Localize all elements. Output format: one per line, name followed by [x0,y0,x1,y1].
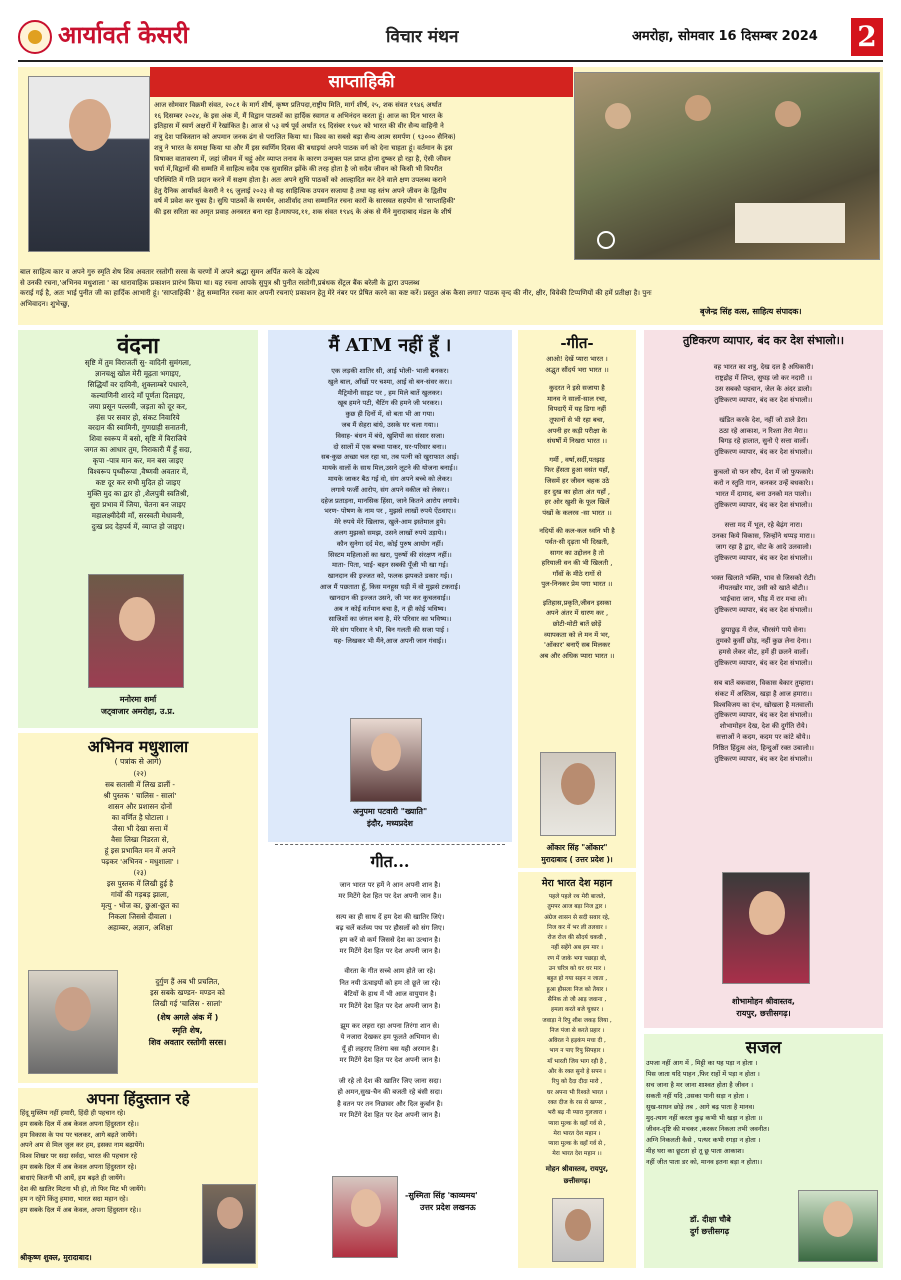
author-photo-tushti [722,872,810,984]
author-photo-madhushala [28,970,118,1074]
atm-author-name: अनुपमा पटवारी "ख्याति" [352,807,428,816]
madhushala-subtitle: ( पत्रांक से आगे) [114,757,162,766]
atm-title: मैं ATM नहीं हूँ । [328,335,452,356]
sajal-author-name: डॉ. दीक्षा चौबे [690,1215,731,1224]
mahan-poem: पहले पहले रथ मेरी बाजते, तुमपर आज बड़ा निज द्वार । अंग्रेज शासन से सदी सवार रहे, निज कर में भर ली तलवार । रोज रोज की सौदर्य चकवी , नहीं सहेंगे अब हम मार । रण में जाके भगा पछाड़ा वो, उन चरित्र को धर धर मार । बहुत हो गया सहन न जाता , हुआ हौसला निज को तैयार । सैनिक तो जौ आड़ जवाना , हमला करते बजे चुकार । जवाड़ा ने रिपु शीश जकड़ लिया , निज पंजा से करते प्रहार । अविरल ने हड़कंप मचा दी , भाग न पाए रिपु सिपहार । माँ भारती जिय भाग रही है , और के रक्त सुनो हे सपन । रिपु को दैदा दीदा मारो , घर अपना भी रिश्वते भारत । रक्त दीज के रस से खप्पर , भरी बढ़ नी प्यारा गुलजारा । प्यारा मुल्क के वहाँ गर्व से , मेरा भारत देश महान । प्यारा मुल्क के वहाँ गर्व से , मेरा भारत देश महान ।। [542,894,612,1158]
tushti-author-place: रायपुर, छत्तीसगढ़। [736,1009,791,1018]
hindustan-author: श्रीकृष्ण शुक्ल, मुरादाबाद। [20,1253,92,1262]
banner-body-bottom: बाल साहित्य कार व अपने गुरु स्मृति शेष शिव अवतार रस्तोगी सरस के चरणों में अपने श्रद्धा सुमन अर्पित करने के उद्देश्य से उनकी रचना,'अभिनव मधुशाला ' का धारावाहिक प्रकाशन प्रारंभ किया था। यह रचना आपके सुपुत्र श्री पुनीत रस्तोगी,प्रबंधक सेंट्रल बैंक बरेली के द्वारा उपलब्ध कराई गई है, अतः भाई पुनीत जी का हार्दिक आभारी हूं। 'साप्ताहिकी ' हेतु सम्मानित रचना कार अपनी रचनाएं प्रकाशन हेतु मेरे नंबर पर प्रेषित करने का कष्ट करें। प्रस्तुत अंक कैसा लगा? पाठक वृन्द की नीर, क्षीर, विवेकी टिप्पणियों की हमें प्रतीक्षा है। पुनः अभिवादन। शुभेच्छु, [20,268,652,308]
page-number: 2 [851,18,883,56]
banner-body-top: आज सोमवार विक्रमी संवत, २०८१ के मार्ग शीर्ष, कृष्ण प्रतिपदा,राष्ट्रीय मिति, मार्ग शीर्ष, २५, शक संवत १९४६ अर्थात १६ दिसम्बर २०२४, के इस अंक में, मैं विद्वान पाठकों का हार्दिक स्वागत व अभिनंदन करता हूं। आज का दिन भारत के इतिहास में स्वर्ण अक्षरों में रेखांकित है। आज से ५३ वर्ष पूर्व अर्थात १६ दिसंबर १९७१ को भारत की वीर सैन्य वाहिनी ने शत्रु देश पाकिस्तान को अपमान जनक ढंग से पराजित किया था। विश्व का सबसे बड़ा सैन्य आत्म समर्पण ( ९३००० सैनिक) शत्रु ने भारत के समक्ष किया था और मैं इस स्वर्णिम दिवस की बधाइयां अपने पाठक वर्ग को देना चाहता हूं। वर्तमान के इस विषाक्त वातावरण में, जहां जीवन में चहुं ओर व्याप्त तनाव के कारण उन्मुक्त पल प्राप्त होना दुष्कर हो रहा है, ऐसी जीवन चर्या में,विद्वानों की सम्मति में साहित्य सदैव एक सुवासित झोंके की तरह होता है जो सदैव जीवन को किसी भी विपरीत परिस्थिति में गति प्रदान करने में सक्षम होता है। अतः अपने सुधि पाठकों को आल्हादित कर देने वाले क्षण उपलब्ध कराने हेतु दैनिक आर्यावर्त केसरी ने १६ जुलाई २०२३ से यह साहित्यिक उपवन सजाया है तथा यह स्तंभ अपने जीवन के द्वितीय वर्ष में प्रवेश कर चुका है। सुधि पाठकों के समर्थन, आशीर्वाद तथा सम्मानित रचना कारों के सारस्वत सहयोग से 'साप्ताहिकी' की इस सरिता का अमृत प्रवाह अनवरत बना रहा है।माघपद,११, शक संवत १९४६ के अंक से मैंने मुरादाबाद मंडल के शीर्ष [154,101,456,217]
mahan-author-name: मोहन श्रीवास्तव, रायपुर, [545,1165,609,1173]
geet2-poem: आओ! देखें प्यारा भारत । अद्भुत सौंदर्य भरा भारत ।। कुदरत ने इसे सजाया है मानव ने सालों-साल रचा, विपदाएँ में यह डिगा नहीं तूफानों से भी रहा बचा, अपनी हर कड़ी परीक्षा के संघर्षों में निखरा भारत ।। गर्मी , वर्षा,सर्दी,पतझड़ फिर हँसता हुआ वसंत यहाँ, जिसमें हर जीवन चहक उठे हर दुख का होता अंत यहाँ , हर ओर खुशी के फूल खिलें पंखों के कलरव -सा भारत ।। नदियों की कल-कल ध्वनि भी है पर्वत-सी दृढ़ता भी दिखती, सागर का उद्दोलन है तो हरियाली वन की भी खिलती , गाँवों के मीठे रागों से पुल-निनकर प्रेम पगा भारत ।। इतिहास,प्रकृति,जीवन इसका अपने अंतर में धारण कर , छोटी-मोटी बातें छोड़ें व्यापकता को ले मन में भर, 'ओंकार' बनाएँ सब मिलकर अब और अधिक प्यारा भारत ।। [539,355,615,660]
author-photo-atm [350,718,422,802]
masthead-logo [18,20,52,54]
dateline: अमरोहा, सोमवार 16 दिसम्बर 2024 [632,29,818,44]
banner-signature: बृजेन्द्र सिंह वत्स, साहित्य संपादक। [700,307,802,316]
hindustan-title: अपना हिंदुस्तान रहे [86,1090,190,1108]
geet2-title: -गीत- [560,334,594,352]
madhushala-title: अभिनव मधुशाला [87,737,189,756]
tushti-author-name: शोभामोहन श्रीवास्तव, [732,997,795,1006]
madhushala-poem-tail: दुर्गुण हैं अब भी प्रचलित, इस सबके खण्डन- मण्डन को लिखी गई 'चालिस - सालां' [150,977,225,1008]
sajal-poem: उपजा नहीं आग में , मिट्टी का यह पड़ा न होता । पिस जाता यदि पाहन ,फिर राहों में पड़ा न होता । सच जाना है मर जाना शाश्वत होता है जीवन । सकती नहीं यदि ,उसका पानी सड़ा न होता । सुख-साधन छोड़े तब , आगे बढ़ पाता है मानव। मुद-त्याग नहीं करता कुढ़ कभी भी खड़ा न होता ।। जीवन-दृष्टि की मचकर ,करकर निकला तभी जवनीत। अग्नि निकलती कैसे , पत्थर कभी रगड़ा न होता । मीह घरा का छूटता हो तू छू पाता आकाश। नहीं जीत पाता डर को, मानव इतना बड़ा न होता।। [646,1059,770,1166]
vandana-poem: सृष्टि में तुम विराजतीं सु- वादिनी सुमंगला, ज्ञानचक्षु खोल मेरी मूढ़ता भगाइए, सिद्धियाँ वर दायिनी, शुक्लाम्बरे पधारने, कल्याणिनी शारदे माँ पूर्णता दिलाइए, जया प्रसून पल्लवी, जड़ता को दूर कर, हंस पर सवार हो, संकट निवारिये वरदान की स्वामिनी, गुणग्राही सनातनी, शिवा स्वरूप में बसो, सृष्टि में विराजिये जगत का आधार तुम, निराकारी मैं हूँ सदा, कृपा -पात्र मान कर, मन बस जाइए विश्वरूप पृथ्वीरूपा ,वैष्णवी अवतार में, कष्ट दूर कर सभी मुदित हो जाइए मुक्ति मुद का द्वार हो ,शैलपुत्री स्वतिश्री, सुरा प्रभाव में जिया, चेतना बन जाइए महालक्ष्मीदेवी मॉं, सरस्वती मेधावनी, दुःख प्रद देहपर्व में, व्याप्त हो जाइए। [84,358,192,531]
atm-author-place: इंदौर, मध्यप्रदेश [366,819,414,828]
geet2-author-place: मुरादाबाद ( उत्तर प्रदेश )। [541,855,613,864]
mahan-author-place: छत्तीसगढ़। [563,1177,591,1185]
hindustan-poem: हिंदू मुस्लिम नहीं हमारी, हिंदी ही पहचान रहे। हम सबके दिल में अब केवल अपना हिंदुस्तान रहे।। हम विकास के पथ पर चलकर, आगे बढ़ते जायेंगे। अपने अम से मिल जुल कर हम, इसका नाम बढ़ायेंगे। विश्व शिखर पर सदा सर्वदा, भारत की पहचान रहे हम सबके दिल में अब केवल अपना हिंदुस्तान रहे। बाधाएं कितनी भी आयें, हम बढ़ते ही जायेंगे। देश की खातिर मिटना भी हो, तो फिर मिट भी जायेंगे। हम न रहेंगे किंतु हमारा, भारत सदा महान रहे। हम सबके दिल में अब केवल, अपना हिंदुस्तान रहे।। [20,1109,146,1215]
atm-poem: एक लड़की शातिर सी, आई भोली- भाली बनकर। खुले बाल, आँखों पर चश्मा, आई वो बन-संवर कर।। मैट्रिमोनी साइट पर , हम मिले बातें खुलकर। खूब हमने पटी, चैटिंग की हमने जी भरकर।। कुछ ही दिनों में, वो बता भी आ गया। जब मैं सेहरा बांधे, उसके घर चला गया।। विवाह- बंधन में बंधे, खुशियों का संसार सजा। दो सालों में एक बच्चा पाकर, घर-परिवार बना।। सब-कुछ अच्छा चल रहा था, तब पत्नी को खुराफात आई। मायके वालों के साथ मिल,उसने लूटने की योजना बनाई।। मायके जाकर बैठ गई वो, संग अपने बच्चे को लेकर। लगाये फर्जी आरोप, संग अपने वकील को लेकर।। दहेज प्रताड़ना, मानसिक हिंसा, जाने कितने आरोप लगाये। भरण- पोषण के नाम पर , मुझसे लाखों रुपये ऐंठवाए।। मेरे रुपये मेरे खिलाफ, खुले-आम इस्तेमाल हुये। अलग मुझको समझ, उसने लाखों रुपये उड़ाये।। कौन सुनेगा दर्द मेरा, कोई पुरुष आयोग नहीं। सिस्टम महिलाओं का खरा, पुरुषों की संरक्षण नहीं।। माता- पिता, भाई- बहन सबकी पूँजी भी खा गई। खानदान की इज्जत को, फलक झपकते डकार गई।। आज मैं पछताता हूँ, किस मनहूस घड़ी में वो मुझसे टकराई। खानदान की इज्जत उसने, जी भर कर कुचलवाई।। अब न कोई वर्तमान बचा है, न ही कोई भविष्य। साजिशों का जंगल बना है, मेरे परिवार का भविष्य।। मेरे संग परिवार ने भी, बिन गलती की सजा पाई । यह- लिखकर भी मैंने,आज अपनी जान गंवाई।। [319,367,461,645]
surrender-photo [574,72,880,260]
author-photo-mahan [552,1198,604,1262]
madhushala-author-name: स्मृति शेष, [172,1026,203,1035]
editor-photo [28,76,150,252]
geet1-poem: जान भारत पर हमें ने आन अपनी शान है। मर मिटेंगे देश हित पर देश अपनी जान है।। सत्य का ही साथ दें हम देश की खातिर जिएं। बढ़ चलें कर्तव्य पथ पर हौसलों को संग लिए। हम करें वो कर्म जिससे देश का उत्थान है। मर मिटेंगे देश हित पर देश अपनी जान है। वीरता के गीत सच्चे आम होते जा रहे। नित नयी ऊंचाइयों को हम तो छूते जा रहे। बेटियों के हाथ में भी आज वायुयान है। मर मिटेंगे देश हित पर देश अपनी जान है। झूम कर लहरा रहा अपना तिरंगा शान से। ये नजारा देखकर हम फूलते अभिमान से। यूँ ही लहराए तिरंगा बस यही अरमान है। मर मिटेंगे देश हित पर देश अपनी जान है। जी रहे तो देश की खातिर जिए जाना सदा। हो अमन,सुख-चैन की बजती रहे बंसी सदा। है वतन पर तन निछावर और दिल कुर्बान है। मर मिटेंगे देश हित पर देश अपनी जान है। [335,881,445,1119]
vandana-author-name: मनोरमा शर्मा [119,695,157,704]
vandana-author-place: जट्वाजार अमरोहा, उ.प्र. [101,707,175,716]
madhushala-note: (शेष अगले अंक में ) [156,1013,219,1022]
author-photo-geet2 [540,752,616,836]
vandana-title: वंदना [117,333,159,359]
madhushala-poem: (२२) सब सतासी में लिख डालीं - श्री पुस्तक ' चालिस - सालां' शासन और प्रशासन दोनों का वर्णित है घोटाला । जैसा भी देखा सत्ता में वैसा लिखा निडरता से, हूं इस प्रभावित मन में अपने पढ़कर 'अभिनव - मधुशाला' । (२३) इस पुस्तक में लिखी हुई है गांवों की गड़बड़ झाला, मृत्यु - भोज का, छुआ-छूत का निकला जिससे दीवाला । अहाम्बर, अज्ञान, अशिक्षा [101,769,179,932]
zoom-icon[interactable] [597,231,615,249]
geet1-title: गीत... [370,852,410,871]
author-photo-sajal [798,1190,878,1262]
geet1-author-place: उत्तर प्रदेश लखनऊ [420,1203,476,1212]
geet1-author-name: -सुस्मिता सिंह 'काव्यमय' [405,1191,478,1200]
tushti-title: तुष्टिकरण व्यापार, बंद कर देश संभालो।। [682,334,845,347]
tushti-poem: वह भारत का शत्रु, देख दल है अधिकारी। राष्ट्रद्रोह में लिप्त, सुघड़ जो कर नदारी ।। उस सबको पहचान, जेल के अंदर डालो। तुष्टिकरण व्यापार, बंद कर देश संभालो।। खंडित करके देश, नहीं जो ठाले डेरा। ठठा रहे आकाश, न रिश्ता तेरा मेरा।। बिगड़ रहे हालात, सुनो ऐ सत्ता वालों। तुष्टिकरण व्यापार, बंद कर देश संभालो।। कुचलो वो फन सौप, देश में जो फुफकारे। करो न स्तुति गान, कनकर उन्हें बधकारे।। भारत में दामाद, बना उनको मत पालो।। तुष्टिकरण व्यापार, बंद कर देश संभालो।। सत्ता मद में भूल, रहे बेढ़ंग नारा। उनका किये विकास, जिन्होंने थप्पड़ मारा।। जाग रहा है द्वार, वोट के आदे उलवालो। तुष्टिकरण व्यापार, बंद कर देश संभालो।। भक्त खिलाते भक्ति, भाव से जिसको रोटी। नीयतखोर मार, उसी को खाते बोटी।। भाईचारा जान, भीड़ में रार मचा लो। तुष्टिकरण व्यापार, बंद कर देश संभालो।। छुपाछुड़ में रोज, चीरसंगे पाये सेना। तुमको कुर्सी छोड़, नहीं कुछ लेना देना।। हमसे लेकर वोट, हमें ही छलने वालों। तुष्टिकरण व्यापार, बंद कर देश संभालो।। सब बातें बकवास, विकास बेकार तुम्हारा। संकट में अस्तित्व, खड़ा है आज हमारा।। विश्वविजय का दंभ, खोखला है मतवालों। तुष्टिकरण व्यापार, बंद कर देश संभालो।। शोभामोहन देख, देश की दुर्गति रोये। सत्ताओं ने कदम, कदम पर कांटे बोये।। निष्ठित हिंदुत्व अंत, हिन्दुओं रक्त उबालो।। तुष्टिकरण व्यापार, बंद कर देश संभालो।। [711,363,816,764]
header-divider [18,60,883,62]
masthead-title: आर्यावर्त केसरी [58,20,189,49]
geet2-author-name: ओंकार सिंह "ओंकार" [546,843,608,852]
section-title: विचार मंथन [386,27,459,47]
madhushala-author-place: शिव अवतार रस्तोगी सरस। [148,1038,227,1047]
sajal-title: सजल [745,1038,782,1058]
author-photo-vandana [88,574,184,688]
author-photo-hindustan [202,1184,256,1264]
atm-divider [275,844,505,845]
mahan-title: मेरा भारत देश महान [541,878,613,889]
banner-title: साप्ताहिकी [150,67,573,97]
author-photo-geet1 [332,1176,398,1258]
sajal-author-place: दुर्ग छत्तीसगढ़ [690,1227,730,1236]
